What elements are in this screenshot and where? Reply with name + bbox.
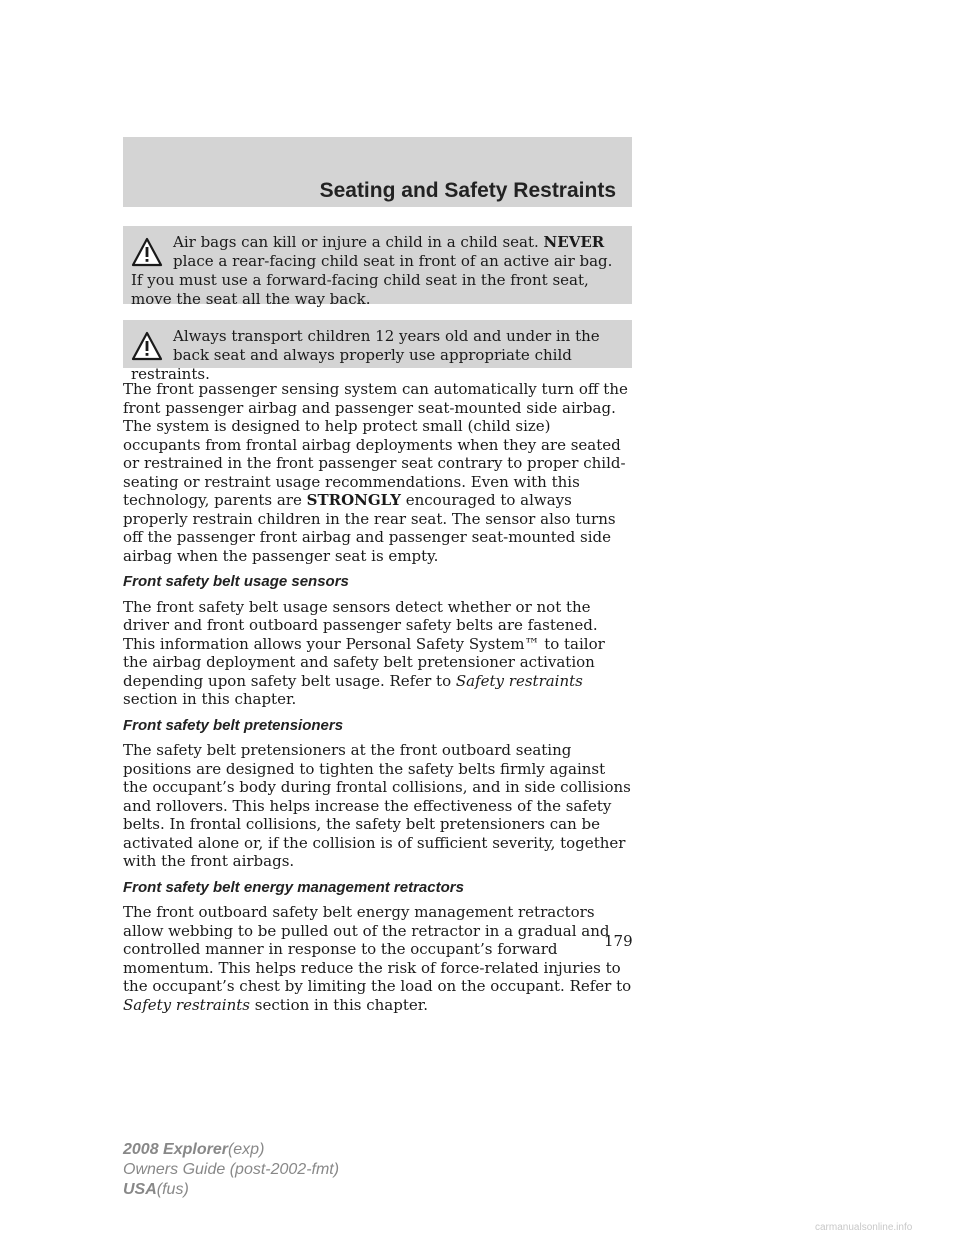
warning-text-after: place a rear-facing child seat in front of an active air bag. If you must use a forward-facing child seat in the front seat, move the seat all the way back. — [131, 252, 613, 308]
paragraph-energy-retractors — [123, 903, 632, 1014]
heading-usage-sensors: Front safety belt usage sensors — [123, 573, 349, 590]
warning-box-child-seat — [123, 226, 632, 308]
footer-line-model — [123, 1140, 339, 1160]
footer-market: USA — [123, 1181, 157, 1198]
paragraph-text-end: section in this chapter. — [250, 995, 429, 1014]
paragraph-text: The safety belt pretensioners at the front outboard seating positions are designed to tighten the safety belts firmly against the occupant’s body during frontal collisions, and in side collisions and rollovers. This helps increase the effectiveness of the safety belts. In frontal collisions, the safety belt pretensioners can be activated alone or, if the collision is of sufficient severity, together with the front airbags. — [123, 741, 631, 870]
warning-text-before: Air bags can kill or injure a child in a child seat. — [173, 233, 544, 251]
paragraph-pretensioners — [123, 741, 632, 871]
body-content — [123, 380, 632, 1022]
intro-text-after: encouraged to always properly restrain children in the rear seat. The sensor also turns off the passenger front airbag and passenger seat-mounted side airbag when the passenger seat is empty. — [123, 491, 616, 565]
paragraph-text-end: section in this chapter. — [123, 690, 297, 708]
footer-model: 2008 Explorer — [123, 1141, 228, 1158]
footer-market-code: (fus) — [156, 1181, 189, 1198]
warning-triangle-icon — [131, 237, 163, 267]
warning-text: Always transport children 12 years old and under in the back seat and always properly use appropriate child restraints. — [131, 327, 600, 383]
footer-line-market — [123, 1180, 339, 1200]
section-header-band — [123, 137, 632, 207]
paragraph-text: The front safety belt usage sensors detect whether or not the driver and front outboard passenger safety belts are fastened. This information allows your Personal Safety System™ to tailor the airbag deployment and safety belt pretensioner activation depending upon safety belt usage. Refer to — [123, 597, 605, 690]
section-title: Seating and Safety Restraints — [319, 179, 616, 202]
warning-triangle-icon — [131, 331, 163, 361]
page-number: 179 — [604, 932, 633, 950]
footer-line-guide: Owners Guide (post-2002-fmt) — [123, 1161, 340, 1178]
heading-energy-retractors: Front safety belt energy management retractors — [123, 878, 464, 896]
intro-paragraph — [123, 380, 632, 565]
watermark: carmanualsonline.info — [815, 1222, 913, 1233]
footer-model-code: (exp) — [227, 1141, 265, 1158]
intro-text-strong: STRONGLY — [306, 491, 401, 509]
document-footer — [123, 1140, 339, 1200]
intro-text-before: The front passenger sensing system can automatically turn off the front passenger airbag and passenger seat-mounted side airbag. The system is designed to help protect small (child size) occupants from frontal airbag deployments when they are seated or restrained in the front passenger seat contrary to proper child-seating or restraint usage recommendations. Even with this technology, parents are — [123, 380, 628, 509]
paragraph-text: The front outboard safety belt energy management retractors allow webbing to be pulled out of the retractor in a gradual and controlled manner in response to the occupant’s forward momentum. This helps reduce the risk of force-related injuries to the occupant’s chest by limiting the load on the occupant. Refer to — [123, 903, 632, 995]
cross-reference: Safety restraints — [455, 671, 583, 690]
heading-pretensioners: Front safety belt pretensioners — [123, 716, 344, 734]
cross-reference: Safety restraints — [123, 995, 250, 1014]
paragraph-usage-sensors — [123, 598, 632, 709]
warning-text-strong: NEVER — [543, 233, 605, 251]
warning-box-transport-children — [123, 320, 632, 383]
